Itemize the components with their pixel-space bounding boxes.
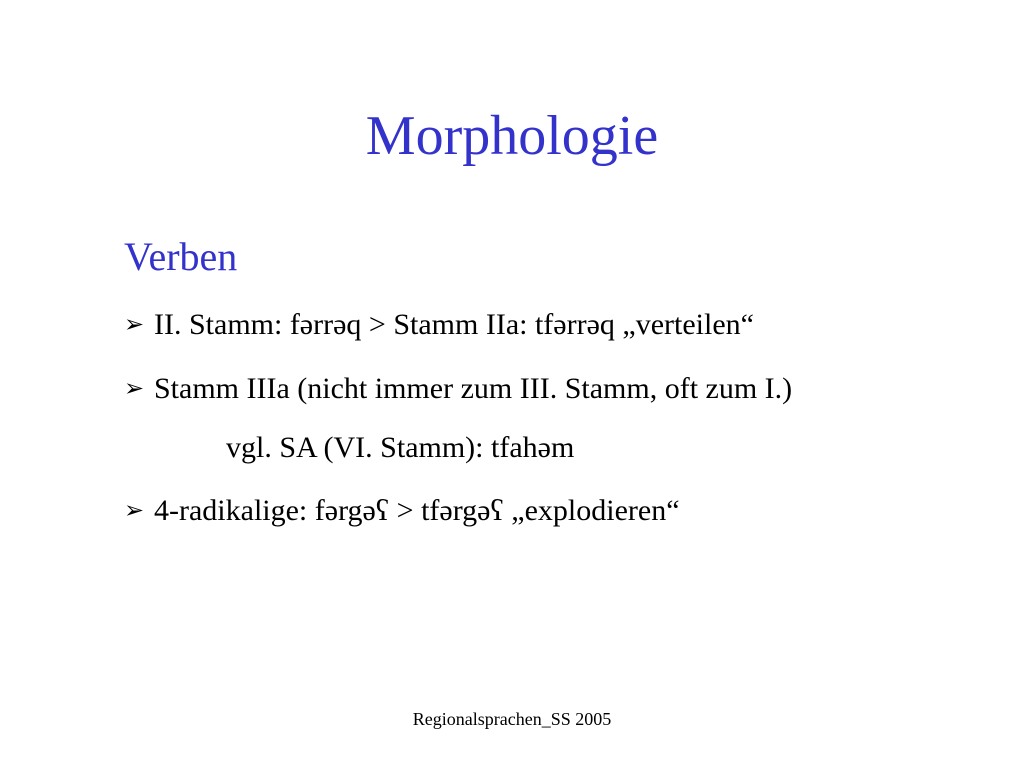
bullet-item [124,492,680,529]
bullet-item [124,370,792,407]
arrow-bullet-icon: ➢ [124,496,145,524]
bullet-text: 4-radikalige: fərgəʕ > tfərgəʕ „explodieren“ [154,494,680,527]
bullet-text: II. Stamm: fərrəq > Stamm IIa: tfərrəq „verteilen“ [154,308,754,341]
section-heading: Verben [124,234,238,279]
bullet-item [124,306,754,343]
note-text: vgl. SA (VI. Stamm): tfahəm [226,431,575,464]
bullet-text: Stamm IIIa (nicht immer zum III. Stamm, oft zum I.) [154,372,793,405]
arrow-bullet-icon: ➢ [124,310,145,338]
slide-footer: Regionalsprachen_SS 2005 [412,709,612,729]
arrow-bullet-icon: ➢ [124,374,145,402]
slide-title: Morphologie [365,105,659,167]
indented-note [226,430,574,466]
